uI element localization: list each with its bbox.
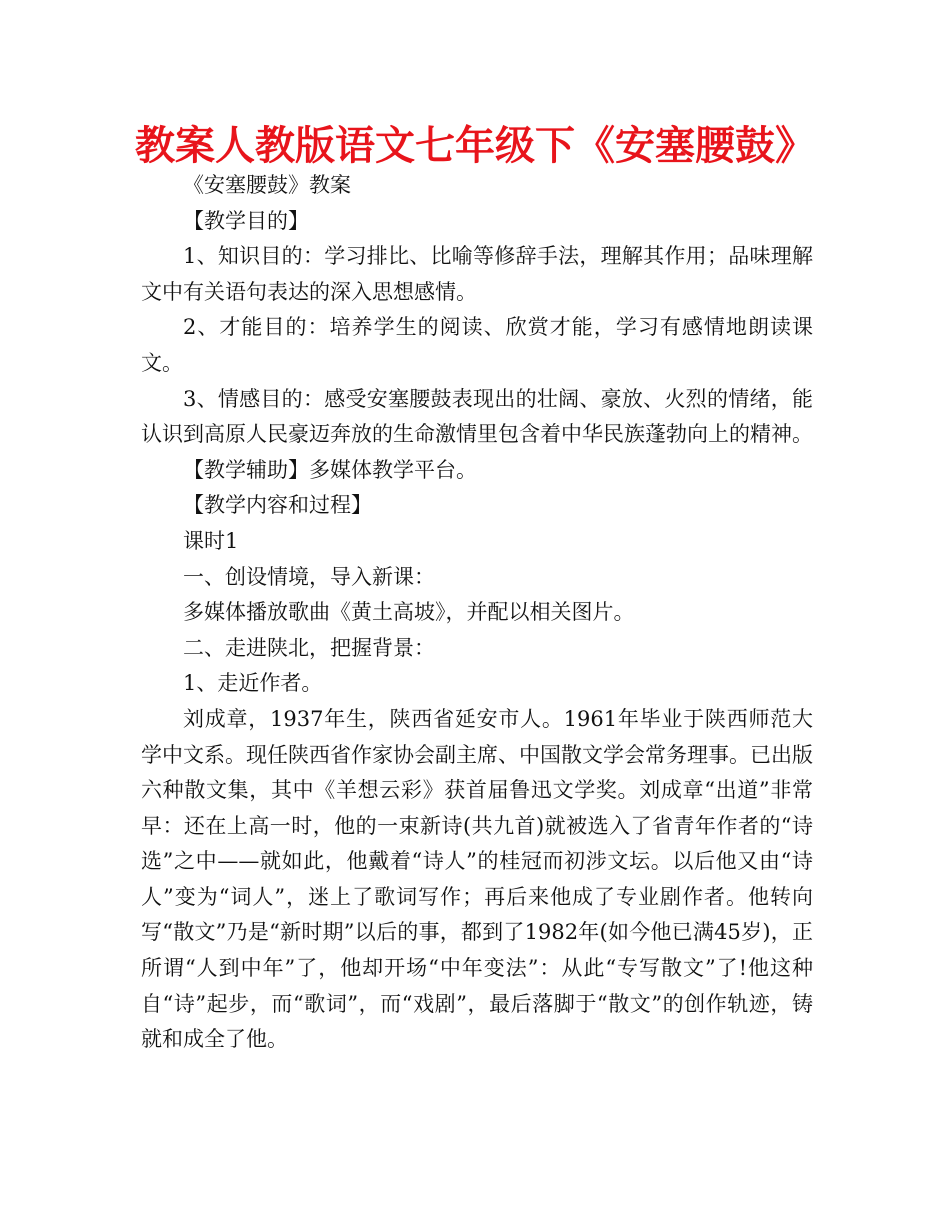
step-two-heading: 二、走进陕北，把握背景： [183, 635, 435, 660]
step-two-subheading: 1、走近作者。 [183, 671, 323, 696]
objective-ability: 2、才能目的：培养学生的阅读、欣赏才能，学习有感情地朗读课文。 [141, 315, 813, 375]
lesson-number: 课时1 [183, 528, 239, 553]
document-body [141, 168, 813, 1058]
step-one-content: 多媒体播放歌曲《黄土高坡》，并配以相关图片。 [183, 600, 635, 625]
subtitle-paragraph: 《安塞腰鼓》教案 [183, 173, 351, 197]
objective-knowledge: 1、知识目的：学习排比、比喻等修辞手法，理解其作用；品味理解文中有关语句表达的深入思想感情。 [141, 244, 813, 304]
objective-emotion: 3、情感目的：感受安塞腰鼓表现出的壮阔、豪放、火烈的情绪，能认识到高原人民豪迈奔放的生命激情里包含着中华民族蓬勃向上的精神。 [141, 386, 813, 447]
section-teaching-aids: 【教学辅助】多媒体教学平台。 [183, 457, 477, 482]
section-heading-objectives: 【教学目的】 [183, 208, 309, 233]
step-one-heading: 一、创设情境，导入新课： [183, 564, 435, 589]
section-heading-process: 【教学内容和过程】 [183, 493, 372, 518]
document-title: 教案人教版语文七年级下《安塞腰鼓》 [135, 123, 815, 169]
author-biography: 刘成章，1937年生，陕西省延安市人。1961年毕业于陕西师范大学中文系。现任陕西省作家协会副主席、中国散文学会常务理事。已出版六种散文集，其中《羊想云彩》获首届鲁迅文学奖。刘成章“出道”非常早：还在上高一时，他的一束新诗(共九首)就被选入了省青年作者的“诗选”之中——就如此，他戴着“诗人”的桂冠而初涉文坛。以后他又由“诗人”变为“词人”，迷上了歌词写作；再后来他成了专业剧作者。他转向写“散文”乃是“新时期”以后的事，都到了1982年(如今他已满45岁)，正所谓“人到中年”了，他却开场“中年变法”：从此“专写散文”了!他这种自“诗”起步，而“歌词”，而“戏剧”，最后落脚于“散文”的创作轨迹，铸就和成全了他。 [141, 706, 813, 1052]
